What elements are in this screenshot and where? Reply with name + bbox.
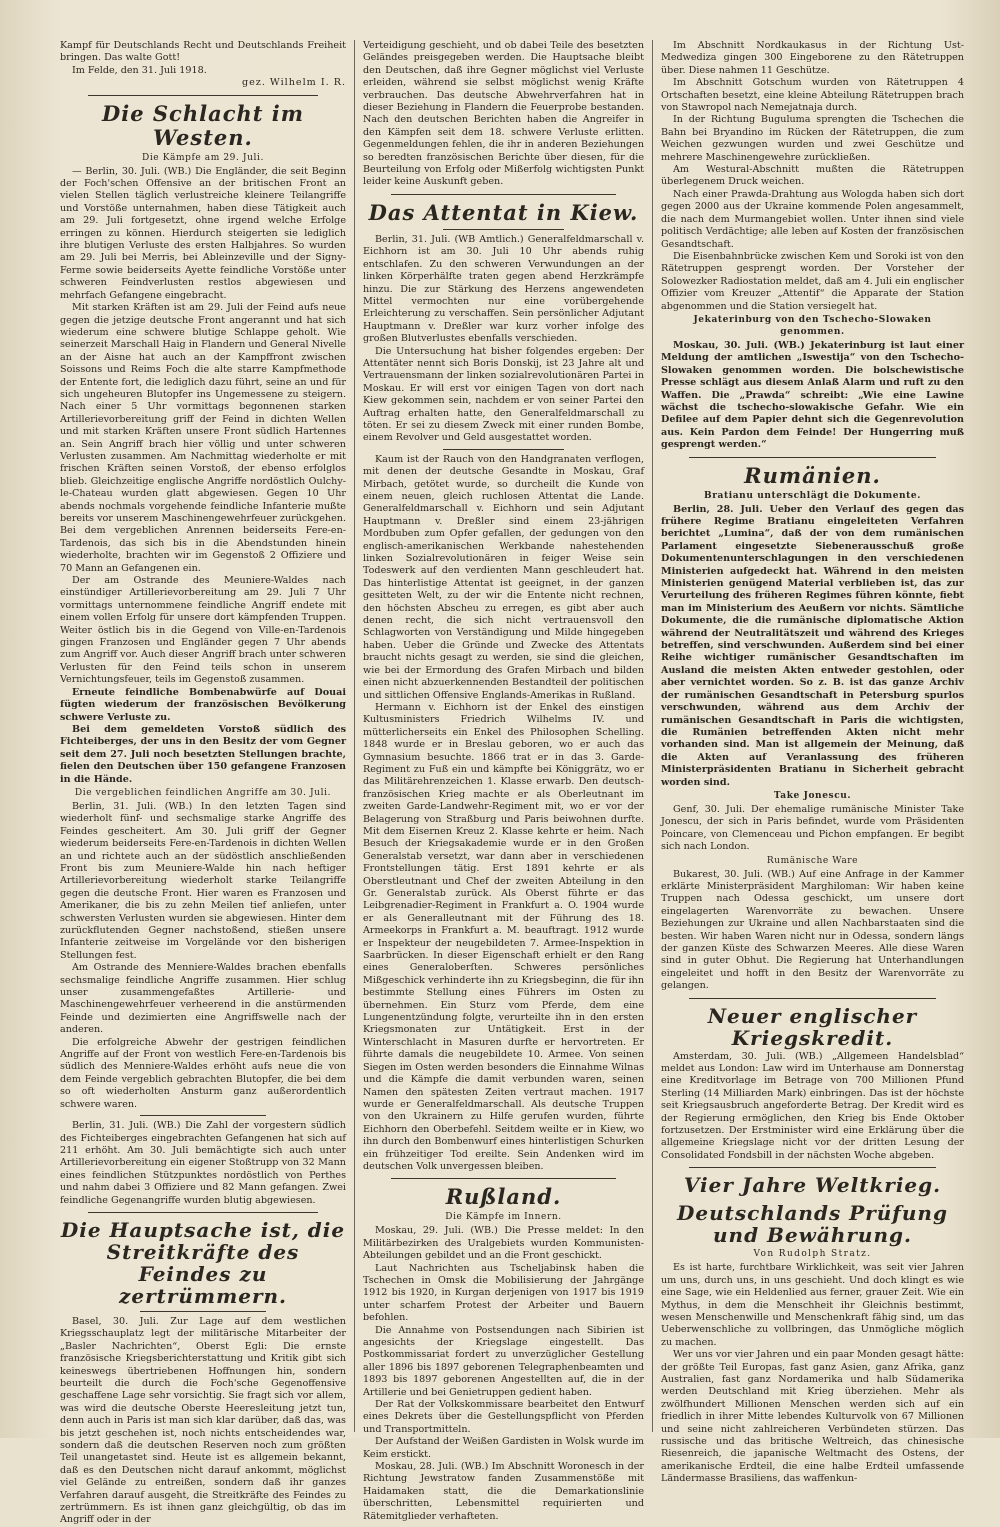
divider bbox=[391, 1178, 616, 1179]
paragraph: Bukarest, 30. Juli. (WB.) Auf eine Anfrage in der Kammer erklärte Ministerpräsident Marghiloman: Wir haben keine Truppen nach Odessa geschickt, um unsere dort eingelagerten Warenvorräte zu bewachen. Unsere Beziehungen zur Ukraine und allen Nachbarstaaten sind die besten. Wir haben Waren nicht nur in Odessa, sondern längs der ganzen Küste des Schwarzen Meeres. Alle diese Waren sind in guter Obhut. Die Regierung hat Unterhandlungen eingeleitet und hofft in den Besitz der Warenvorräte zu gelangen. bbox=[661, 868, 964, 992]
column-right bbox=[652, 40, 972, 1485]
paragraph: Moskau, 28. Juli. (WB.) Im Abschnitt Woronesch in der Richtung Jewstratow fanden Zusammenstöße mit Haidamaken statt, die die Demarkationslinie überschritten, Lebensmittel requirierten und Rätemitglieder verhafteten. bbox=[363, 1461, 644, 1522]
subhead: Take Jonescu. bbox=[773, 790, 852, 801]
paragraph: Verteidigung geschieht, und ob dabei Teile des besetzten Geländes preisgegeben werden. Die Hauptsache bleibt den Deutschen, daß ihre Gegner möglichst viel Verluste erleiden, während sie selbst möglichst wenig Kräfte verbrauchen. Das deutsche Abwehrverfahren hat in dieser Beziehung in Flandern die Feuerprobe bestanden. Nach den deutschen Berichten haben die Angreifer in den Kämpfen seit dem 18. schwere Verluste erlitten. Gegenmeldungen fehlen, die ihr in anderen Beziehungen so beredten französischen Berichte über diesen, für die Beurteilung von Erfolg oder Mißerfolg wichtigsten Punkt leider keine Auskunft geben. bbox=[363, 40, 644, 188]
paragraph: Bei dem gemeldeten Vorstoß südlich des Fichteiberges, der uns in den Besitz der vom Gegner seit dem 27. Juli noch besetzten Stellungen brachte, fielen den Deutschen über 150 gefangene Franzosen in die Hände. bbox=[60, 723, 346, 785]
headline-kriegskredit: Neuer englischer Kriegskredit. bbox=[707, 1003, 918, 1050]
headline-hauptsache: Die Hauptsache ist, die Streitkräfte des Feindes zu zertrümmern. bbox=[60, 1217, 346, 1308]
paragraph: Im Abschnitt Nordkaukasus in der Richtung Ust-Medwediza gingen 300 Eingeborene zu den Rätetruppen über. Diese nahmen 11 Geschütze. bbox=[661, 40, 964, 76]
divider bbox=[689, 1167, 936, 1168]
divider bbox=[689, 998, 936, 999]
signature: gez. Wilhelm I. R. bbox=[241, 77, 346, 89]
paragraph: Berlin, 31. Juli. (WB Amtlich.) Generalfeldmarschall v. Eichhorn ist am 30. Juli 10 Uhr abends ruhig entschlafen. Zu den schweren Verwundungen an der linken Körperhälfte traten gegen abend Herzkrämpfe hinzu. Die zur Stärkung des Herzens angewendeten Mittel vermochten nur eine vorübergehende Erleichterung zu verschaffen. Sein persönlicher Adjutant Hauptmann v. Dreßler war kurz vorher infolge des großen Blutverlustes ebenfalls verschieden. bbox=[363, 233, 644, 345]
paragraph: Hermann v. Eichhorn ist der Enkel des einstigen Kultusministers Friedrich Wilhelms IV. und mütterlicherseits ein Enkel des Philosophen Schelling. 1848 wurde er in Breslau geboren, wo er auch das Gymnasium besuchte. 1866 trat er in das 3. Garde-Regiment zu Fuß ein und kämpfte bei Königgrätz, wo er das Militärehrenzeichen 1. Klasse erwarb. Den deutsch-französischen Krieg machte er als Oberleutnant im zweiten Garde-Landwehr-Regiment mit, wo er vor der Belagerung von Straßburg und Paris beiwohnen durfte. Mit dem Eisernen Kreuz 2. Klasse kehrte er heim. Nach Besuch der Kriegsakademie wurde er in den Großen Generalstab versetzt, war dann aber in verschiedenen Frontstellungen tätig. Erst 1891 kehrte er als Oberstleutnant und Chef der zweiten Abteilung in den Gr. Generalstab zurück. Als Oberst führte er das Leibgrenadier-Regiment in Frankfurt a. O. 1904 wurde er als Generalleutnant mit der Führung des 18. Armeekorps in Frankfurt a. M. beauftragt. 1912 wurde er Inspekteur der neugebildeten 7. Armee-Inspektion in Saarbrücken. In dieser Eigenschaft erhielt er den Rang eines Generaloberſten. Schweres persönliches Mißgeschick verhinderte ihn zu Kriegsbeginn, die für ihn bestimmte Stellung eines Führers im Osten zu übernehmen. Ein Sturz vom Pferde, dem eine Lungenentzündung folgte, verurteilte ihn in den ersten Kriegsmonaten zur Untätigkeit. Erst in der Winterschlacht in Masuren durfte er hervortreten. Er führte damals die neugebildete 10. Armee. Von seinen Siegen im Osten werden besonders die Einnahme Wilnas und die Kämpfe die damit verbunden waren, seinen Namen den spätesten Zeiten vertraut machen. 1917 wurde er Generalfeldmarschall. Als deutsche Truppen von den Ukrainern zu Hilfe gerufen wurden, führte Eichhorn den Oberbefehl. Seitdem weilte er in Kiew, wo ihn durch den Bombenwurf eines hinterlistigen Schurken ein frühzeitiger Tod ereilte. Sein Andenken wird im deutschen Volk unvergessen bleiben. bbox=[363, 701, 644, 1172]
intro-text: Kampf für Deutschlands Recht und Deutschlands Freiheit bringen. Das walte Gott! bbox=[60, 40, 346, 64]
headline-attentat-kiew: Das Attentat in Kiew. bbox=[368, 199, 639, 225]
paragraph: — Berlin, 30. Juli. (WB.) Die Engländer, die seit Beginn der Foch'schen Offensive an der britischen Front an vielen Stellen täglich verlustreiche kleinere Teilangriffe und Vorstöße unternahmen, haben diese Tätigkeit auch am 29. Juli fortgesetzt, ohne irgend welche Erfolge erringen zu können. Hierdurch steigerten sie lediglich ihre blutigen Verluste des ersten Halbjahres. So wurden am 29. Juli bei Merris, bei Ableinzeville und der Signy-Ferme sowie beiderseits Ayette feindliche Vorstöße unter schweren Feindverlusten restlos abgewiesen und mehrfach Gefangene eingebracht. bbox=[60, 165, 346, 301]
headline-pruefung: Deutschlands Prüfung und Bewährung. bbox=[677, 1201, 948, 1248]
paragraph: Mit starken Kräften ist am 29. Juli der Feind aufs neue gegen die jetzige deutsche Front angerannt und hat sich wiederum eine schwere blutige Schlappe geholt. Wie seinerzeit Marschall Haig in Flandern und General Nivelle an der Aisne hat auch an der Kampffront zwischen Soissons und Reims Foch die alte starre Kampfmethode der Entente fort, die lediglich dazu führt, seine an und für sich ungeheuren Blutopfer ins Ungemessene zu steigern. Nach einer 5 Uhr vormittags begonnenen starken Artillerievorbereitung griff der Feind in dichten Wellen und mit starken Kräften unsere Front südlich Hartennes an. Sein Angriff brach hier völlig und unter schweren Verlusten zusammen. Am Nachmittag wiederholte er mit frischen Kräften seinen Vorstoß, der ebenso erfolglos blieb. Gleichzeitige englische Angriffe nordöstlich Oulchy-le-Chateau wurden glatt abgewiesen. Gegen 10 Uhr abends nochmals vorgehende feindliche Infanterie mußte bereits vor unserem Maschinengewehrfeuer zurückgehen. Bei dem vergeblichen Anrennen beiderseits Fere-en-Tardenois, das sich bis in die Abendstunden hinein wiederholte, brachten wir im Gegenstoß 2 Offiziere und 70 Mann an Gefangenen ein. bbox=[60, 302, 346, 574]
divider bbox=[443, 229, 564, 230]
subhead: Bratianu unterschlägt die Dokumente. bbox=[703, 490, 921, 501]
paragraph: Am Ostrande des Menniere-Waldes brachen ebenfalls sechsmalige feindliche Angriffe zusammen. Hier schlug unser zusammengefaßtes Artillerie- und Maschinengewehrfeuer verheerend in die anstürmenden Feinde und dezimierten eine Angriffswelle nach der anderen. bbox=[60, 962, 346, 1036]
divider bbox=[88, 1212, 318, 1213]
dateline: Im Felde, den 31. Juli 1918. bbox=[72, 64, 207, 76]
divider bbox=[88, 95, 318, 96]
paragraph: Moskau, 30. Juli. (WB.) Jekaterinburg ist laut einer Meldung der amtlichen „Iswestija“ von den Tschecho-Slowaken genommen worden. Die bolschewistische Presse schlägt aus diesem Anlaß Alarm und ruft zu den Waffen. Die „Prawda“ schreibt: „Wie eine Lawine wächst die tschecho-slowakische Gefahr. Wie ein Defilee auf dem Papier dehnt sich die Gegenrevolution aus. Kein Pardon dem Feinde! Der Hungerring muß gesprengt werden.“ bbox=[661, 339, 964, 451]
paragraph: In der Richtung Buguluma sprengten die Tschechen die Bahn bei Bryandino im Rücken der Rätetruppen, die zum Weichen gezwungen wurden und zwei Geschütze und mehrere Maschinengewehre zurückließen. bbox=[661, 114, 964, 163]
divider bbox=[140, 1311, 266, 1312]
subhead: Rumänische Ware bbox=[766, 855, 859, 866]
subhead: Jekaterinburg von den Tschecho-Slowaken genommen. bbox=[693, 314, 932, 337]
paragraph: Nach einer Prawda-Drahtung aus Wologda haben sich dort gegen 2000 aus der Ukraine kommende Polen angesammelt, die nach dem Murmangebiet wollen. Unter ihnen sind viele politisch Verdächtige; alle leben auf Kosten der französischen Gesandtschaft. bbox=[661, 188, 964, 250]
paragraph: Berlin, 28. Juli. Ueber den Verlauf des gegen das frühere Regime Bratianu eingeleiteten Verfahren berichtet „Lumina“, daß der von dem rumänischen Parlament eingesetzte Siebenerausschuß große Dokumentenunterschlagungen in den verschiedenen Ministerien aufgedeckt hat. Während in den meisten Ministerien genügend Material verblieben ist, das zur Verurteilung des früheren Regimes führen könnte, fiebt man im Ministerium des Aeußern vor nichts. Sämtliche Dokumente, die die rumänische diplomatische Aktion während der Neutralitätszeit und während des Krieges betreffen, sind verschwunden. Außerdem sind bei einer Reihe wichtiger rumänischer Gesandtschaften im Ausland die meisten Akten entweder gestohlen, oder aber vernichtet worden. So z. B. ist das ganze Archiv der rumänischen Gesandtschaft in Petersburg spurlos verschwunden, während aus dem Archiv der rumänischen Gesandtschaft in Paris die wichtigsten, die Rumänien betreffenden Akten nicht mehr vorhanden sind. Man ist allgemein der Meinung, daß die Akten auf Veranlassung des früheren Ministerpräsidenten Bratianu in Sicherheit gebracht worden sind. bbox=[661, 503, 964, 788]
paragraph: Basel, 30. Juli. Zur Lage auf dem westlichen Kriegsschauplatz legt der militärische Mitarbeiter der „Basler Nachrichten“, Oberst Egli: Die ernste französische Kriegsberichterstattung und Kritik gibt sich keineswegs übertriebenen Hoffnungen hin, sondern beurteilt die durch die Foch'sche Gegenoffensive geschaffene Lage sehr vorsichtig. Sie fragt sich vor allem, was wird die deutsche Oberste Heeresleitung jetzt tun, denn auch in Paris ist man sich klar darüber, daß das, was bis jetzt geschehen ist, noch nichts entscheidendes war, sondern daß die deutschen Reserven noch zum größten Teil unangetastet sind. Heute ist es allgemein bekannt, daß es den Deutschen nicht darauf ankommt, möglichst viel Gelände zu entreißen, sondern daß ihr ganzes Verfahren darauf ausgeht, die Streitkräfte des Feindes zu zertrümmern. Es ist ihnen ganz gleichgültig, ob das im Angriff oder in der bbox=[60, 1315, 346, 1526]
paragraph: Die erfolgreiche Abwehr der gestrigen feindlichen Angriffe auf der Front von westlich Fere-en-Tardenois bis südlich des Menniere-Waldes erhöht aufs neue die von dem Feinde vergeblich gebrachten Blutopfer, die bei dem so oft wiederholten Ansturm ganz außerordentlich schwere waren. bbox=[60, 1036, 346, 1110]
paragraph: Der Rat der Volkskommissare bearbeitet den Entwurf eines Dekrets über die Gestellungspflicht von Pferden und Transportmitteln. bbox=[363, 1399, 644, 1435]
paragraph: Die Eisenbahnbrücke zwischen Kem und Soroki ist von den Rätetruppen gesprengt worden. Der Vorsteher der Solowezker Radiostation meldet, daß am 4. Juli ein englischer Offizier vom Kreuzer „Attentif“ die Apparate der Station abgenommen und die Station versiegelt hat. bbox=[661, 250, 964, 312]
paragraph: Im Abschnitt Gotschum wurden von Rätetruppen 4 Ortschaften besetzt, eine kleine Abteilung Rätetruppen brach von Stawropol nach Nemejatnaja durch. bbox=[661, 77, 964, 114]
divider bbox=[689, 457, 936, 458]
divider bbox=[140, 1115, 266, 1116]
paragraph: Moskau, 29. Juli. (WB.) Die Presse meldet: In den Militärbezirken des Uralgebiets wurden Kommunisten-Abteilungen gebildet und an die Front geschickt. bbox=[363, 1225, 644, 1262]
headline-rumaenien: Rumänien. bbox=[744, 462, 881, 488]
subhead: Die Kämpfe im Innern. bbox=[445, 1212, 562, 1223]
paragraph: Amsterdam, 30. Juli. (WB.) „Allgemeen Handelsblad“ meldet aus London: Law wird im Unterhause am Donnerstag eine Kreditvorlage im Betrage von 700 Millionen Pfund Sterling (14 Milliarden Mark) einbringen. Das ist der höchste seit Kriegsausbruch angeforderte Betrag. Der Kredit wird es der Regierung ermöglichen, den Krieg bis Ende Oktober fortzusetzen. Der Erstminister wird eine Erklärung über die allgemeine Kriegslage nicht vor der dritten Lesung der Consolidated Fondsbill in der nächsten Woche abgeben. bbox=[661, 1050, 964, 1161]
paragraph: Wer uns vor vier Jahren und ein paar Monden gesagt hätte: der größte Teil Europas, fast ganz Asien, ganz Afrika, ganz Australien, fast ganz Nordamerika und halb Südamerika werden Deutschland mit Krieg überziehen. Mehr als zwölfhundert Millionen Menschen werden sich auf ein friedlich in ihrer Mitte lebendes Kulturvolk von 67 Millionen und seine nicht zahlreicheren Verbündeten stürzen. Das russische und das britische Weltreich, das chinesische Riesenreich, die japanische Weltmacht des Ostens, der amerikanische Erdteil, die eine halbe Erdteil umfassende Ländermasse Brasiliens, das waffenkun- bbox=[661, 1349, 964, 1485]
headline-schlacht-im-westen: Die Schlacht im Westen. bbox=[102, 100, 304, 150]
byline: Von Rudolph Stratz. bbox=[753, 1249, 872, 1260]
paragraph: Genf, 30. Juli. Der ehemalige rumänische Minister Take Jonescu, der sich in Paris befindet, wurde vom Präsidenten Poincare, von Clemenceau und Pichon empfangen. Er begibt sich nach London. bbox=[661, 803, 964, 853]
paragraph: Die Untersuchung hat bisher folgendes ergeben: Der Attentäter nennt sich Boris Donskij, ist 23 Jahre alt und Vertrauensmann der linken sozialrevolutionären Partei in Moskau. Er will erst vor einigen Tagen von dort nach Kiew gekommen sein, nachdem er von seiner Partei den Auftrag erhalten hatte, den Generalfeldmarschall zu töten. Er sei zu diesem Zweck mit einer runden Bombe, einem Revolver und Geld ausgestattet worden. bbox=[363, 345, 644, 444]
headline-russland: Rußland. bbox=[445, 1184, 562, 1210]
paragraph: Es ist harte, furchtbare Wirklichkeit, was seit vier Jahren um uns, durch uns, in uns geschieht. Und doch klingt es wie eine Sage, wie ein Heldenlied aus ferner, grauer Zeit. Wie ein Mythus, in dem die Menschheit ihr Gleichnis bestimmt, wesen Menschenwille und Menschenkraft fähig sind, um das Ueberwenschliche zu vollbringen, das Unmögliche möglich zu machen. bbox=[661, 1262, 964, 1348]
paragraph: Berlin, 31. Juli. (WB.) Die Zahl der vorgestern südlich des Fichteiberges eingebrachten Gefangenen hat sich auf 211 erhöht. Am 30. Juli bemächtigte sich auch unter Artillerievorbereitung ein eigener Stoßtrupp von 32 Mann eines feindlichen Stützpunktes nordöstlich von Perthes und nahm dabei 3 Offiziere und 82 Mann gefangen. Zwei feindliche Gegenangriffe wurden blutig abgewiesen. bbox=[60, 1120, 346, 1206]
paragraph: Erneute feindliche Bombenabwürfe auf Douai fügten wiederum der französischen Bevölkerung schwere Verluste zu. bbox=[60, 686, 346, 723]
column-middle bbox=[354, 40, 652, 1522]
paragraph: Der am Ostrande des Meuniere-Waldes nach einstündiger Artillerievorbereitung am 29. Juli 7 Uhr vormittags unternommene feindliche Angriff endete mit einem vollen Erfolg für unsere dort kämpfenden Truppen. Weiter östlich bis in die Gegend von Ville-en-Tardenois gingen Franzosen und Engländer gegen 7 Uhr abends zum Angriff vor. Auch dieser Angriff brach unter schweren Verlusten für den Feind teils schon in unserem Vernichtungsfeuer, teils im Gegenstoß zusammen. bbox=[60, 575, 346, 686]
column-left bbox=[52, 40, 354, 1526]
paragraph: Am Westural-Abschnitt mußten die Rätetruppen überlegenem Druck weichen. bbox=[661, 164, 964, 188]
paragraph: Die Annahme von Postsendungen nach Sibirien ist angesichts der Kriegslage eingestellt. Das Postkommissariat fordert zu unverzüglicher Gestellung aller 1896 bis 1897 geborenen Telegraphenbeamten und 1893 bis 1897 geborenen Angestellten auf, die in der Artillerie und bei Genietruppen gedient haben. bbox=[363, 1324, 644, 1398]
headline-vier-jahre: Vier Jahre Weltkrieg. bbox=[683, 1173, 942, 1198]
subhead: Die vergeblichen feindlichen Angriffe am 30. Juli. bbox=[74, 787, 332, 798]
divider bbox=[391, 194, 616, 195]
paragraph: Laut Nachrichten aus Tscheljabinsk haben die Tschechen in Omsk die Mobilisierung der Jahrgänge 1912 bis 1920, in Kurgan derjenigen von 1917 bis 1919 unter scharfem Protest der Arbeiter und Bauern befohlen. bbox=[363, 1262, 644, 1324]
paragraph: Kaum ist der Rauch von den Handgranaten verflogen, mit denen der deutsche Gesandte in Moskau, Graf Mirbach, getötet wurde, so durcheilt die Kunde von einem neuen, gleich ruchlosen Attentat die Lande. Generalfeldmarschall v. Eichhorn und sein Adjutant Hauptmann v. Dreßler sind einem 23-jährigen Mordbuben zum Opfer gefallen, der gedungen von den englisch-amerikanischen Werkbande nahestehenden linken Sozialrevolutionären in feiger Weise sein Todeswerk auf den verdienten Mann geschleudert hat. Das hinterlistige Attentat ist geeignet, in der ganzen gesitteten Welt, zu der wir die Entente nicht rechnen, den höchsten Abscheu zu erregen, es gibt aber auch denen recht, die sich nicht vertrauensvoll den Schlagworten von Verständigung und Milde hingegeben haben. Ueber die Gründe und Zwecke des Attentats braucht nichts gesagt zu werden, sie sind die gleichen, wie bei der Ermordung des Grafen Mirbach und bilden einen nicht abzuerkennenden Bestandteil der politischen und sittlichen Offensive Englands-Amerikas in Rußland. bbox=[363, 453, 644, 701]
paragraph: Berlin, 31. Juli. (WB.) In den letzten Tagen sind wiederholt fünf- und sechsmalige starke Angriffe des Feindes gescheitert. Am 30. Juli griff der Gegner wiederum beiderseits Fere-en-Tardenois in dichten Wellen an und richtete auch an der südöstlich anschließenden Front bis zum Meuniere-Walde hin nach heftiger Artillerievorbereitung wiederholt starke Teilangriffe gegen die deutsche Front. Hier waren es Franzosen und Amerikaner, die bis zu zehn Meilen tief anliefen, unter schwersten Verlusten wurden sie abgewiesen. Hinter dem zurückflutenden Gegner nachstoßend, stießen unsere Infanterie zeitweise im Vorgelände vor den bisherigen Stellungen fest. bbox=[60, 800, 346, 961]
paragraph: Der Aufstand der Weißen Gardisten in Wolsk wurde im Keim erstickt. bbox=[363, 1436, 644, 1460]
subhead: Die Kämpfe am 29. Juli. bbox=[142, 152, 264, 163]
divider bbox=[443, 449, 564, 450]
